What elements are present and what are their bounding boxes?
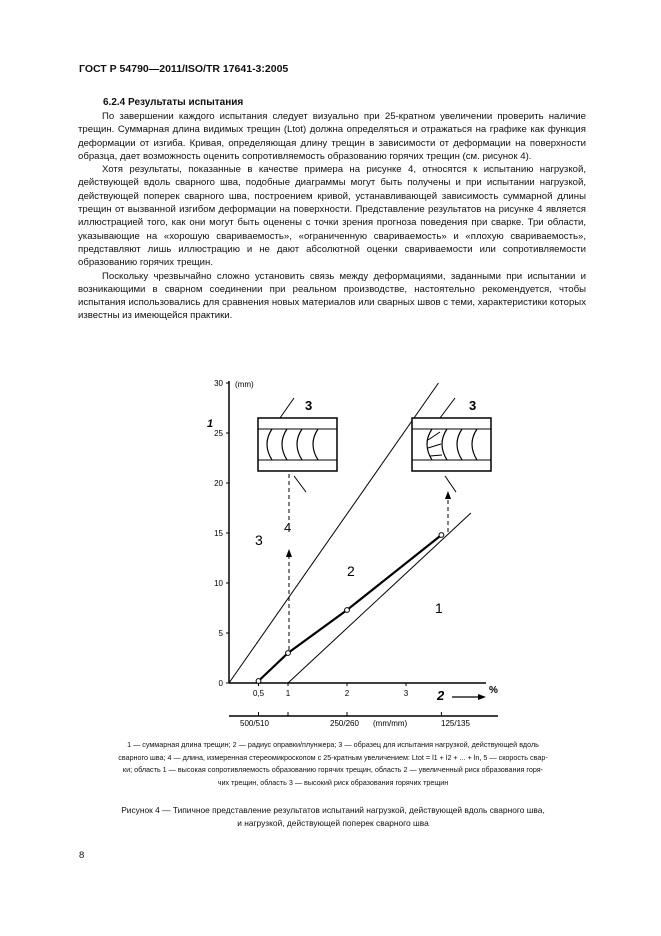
y-tick-label: 0 <box>218 679 223 688</box>
paragraph-3: Поскольку чрезвычайно сложно установить связь между деформациями, заданными при испытании и возникающими в сварном соединении при реальном производстве, настоятельно рекомендуется, чтобы испытания использовались для сравнения новых материалов или сварных швов с теми, характеристики которых известны из имеющейся практики. <box>78 270 586 322</box>
x-tick-label: 1 <box>285 689 291 698</box>
figure-title-line-2: и нагрузкой, действующей поперек сварного шва <box>237 817 429 828</box>
y-tick-label: 20 <box>214 479 223 488</box>
y-tick-label: 15 <box>214 529 223 538</box>
secondary-axis-unit: (mm/mm) <box>373 719 408 728</box>
region-label-3: 3 <box>255 532 263 548</box>
caption-line-1: 1 — суммарная длина трещин; 2 — радиус оправки/плунжера; 3 — образец для испытания нагрузкой, действующей вдоль <box>127 740 539 749</box>
region-label-2: 2 <box>347 563 355 579</box>
x-ticks <box>253 683 409 698</box>
specimen-label-right: 3 <box>469 398 477 413</box>
crack-length-curve <box>259 535 442 681</box>
data-point <box>286 651 291 656</box>
figure-title <box>86 804 580 829</box>
secondary-tick-label-3: 125/135 <box>441 719 470 728</box>
x-tick-label: 3 <box>403 689 409 698</box>
paragraph-2: Хотя результаты, показанные в качестве примера на рисунке 4, относятся к испытанию нагрузкой, действующей вдоль сварного шва, подобные диаграммы могут быть получены и при испытании нагрузкой, действующей поперек сварного шва, построением кривой, устанавливающей зависимость суммарной длины трещин от вызванной изгибом деформации на поверхности. Представление результатов на рисунке 4 является иллюстрацией того, как они могут быть оценены с точки зрения прогноза поведения при сварке. Три области, указывающие на «хорошую свариваемость», «ограниченную свариваемость» и «плохую свариваемость», представляют лишь иллюстрацию и не дают абсолютной оценки свариваемости или сопротивляемости образованию горячих трещин. <box>78 164 586 269</box>
page-number: 8 <box>79 850 85 861</box>
y-tick-label: 5 <box>218 629 223 638</box>
document-header: ГОСТ Р 54790—2011/ISO/TR 17641-3:2005 <box>79 63 289 75</box>
caption-line-3: ки; область 1 — высокая сопротивляемость образованию горячих трещин, область 2 — увеличенный риск образования горя- <box>122 765 544 774</box>
y-axis-number: 1 <box>207 418 214 430</box>
region-label-1: 1 <box>435 600 443 616</box>
arrow-right-head <box>445 491 451 499</box>
arrow-4-label: 4 <box>284 520 292 535</box>
figure-title-line-1: Рисунок 4 — Типичное представление результатов испытаний нагрузкой, действующей вдоль сварного шва, <box>121 805 545 815</box>
x-axis-number-arrowhead <box>478 694 486 700</box>
secondary-tick-label-2: 250/260 <box>330 719 359 728</box>
x-axis-unit: % <box>489 685 498 696</box>
x-axis-number: 2 <box>437 688 445 703</box>
specimen-sketch-right <box>412 398 491 492</box>
arrow-4-head <box>286 549 292 557</box>
x-tick-label: 0,5 <box>252 689 265 698</box>
data-point <box>256 679 261 684</box>
secondary-tick-label-1: 500/510 <box>240 719 269 728</box>
x-tick-label: 2 <box>344 689 350 698</box>
y-tick-label: 10 <box>214 579 223 588</box>
y-axis-unit: (mm) <box>235 380 254 389</box>
y-ticks <box>214 379 229 688</box>
figure-caption <box>86 739 580 789</box>
section-title: 6.2.4 Результаты испытания <box>103 97 244 108</box>
boundary-line-lower <box>288 513 471 683</box>
y-tick-label: 30 <box>214 379 223 388</box>
specimen-label-left: 3 <box>305 398 313 413</box>
caption-line-4: чих трещин, область 3 — высокий риск образования горячих трещин <box>217 777 449 787</box>
caption-line-2: сварного шва; 4 — длина, измеренная стереомикроскопом с 25-кратным увеличением: Ltot = l1 + l2 + ... + ln, 5 — скорость свар- <box>118 752 548 762</box>
y-tick-label: 25 <box>214 429 223 438</box>
data-point <box>439 533 444 538</box>
specimen-sketch-left <box>258 398 337 492</box>
data-point <box>345 608 350 613</box>
paragraph-1: По завершении каждого испытания следует визуально при 25-кратном увеличении проверить наличие трещин. Суммарная длина видимых трещин (Ltot) должна определяться и отражаться на графике как функция деформации от изгиба. Кривая, определяющая длину трещин в зависимости от деформации на поверхности образца, дает возможность оценить сопротивляемость образованию горячих трещин (см. рисунок 4). <box>78 111 586 162</box>
